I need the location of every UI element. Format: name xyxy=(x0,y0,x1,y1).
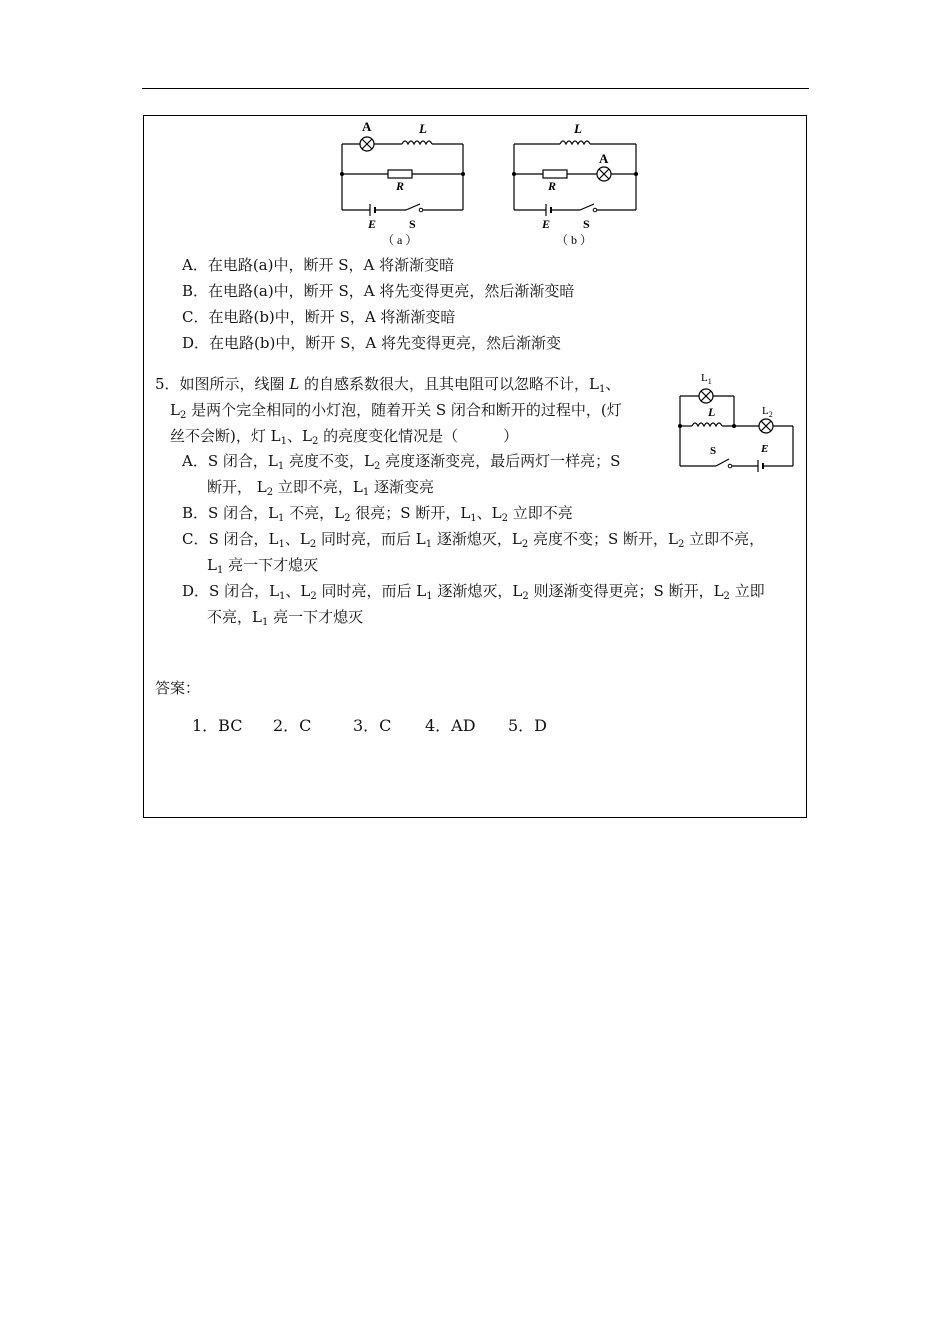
resistor-label: R xyxy=(548,179,557,193)
q5-option-c-line2: $L_1$ 亮一下才熄灭 xyxy=(207,556,319,576)
caption-a: （ a ） xyxy=(382,233,418,247)
q5-option-a-line1: A．S 闭合，$L_1$ 亮度不变，$L_2$ 亮度逐渐变亮，最后两灯一样亮；S xyxy=(182,452,621,472)
inductor-label: L xyxy=(574,121,582,136)
header-rule xyxy=(142,88,809,89)
q5-stem-line3: 丝不会断)，灯 $L_1$、$L_2$ 的亮度变化情况是（ ） xyxy=(170,427,519,447)
q5-option-d-line1: D．S 闭合，$L_1$、$L_2$ 同时亮，而后 $L_1$ 逐渐熄灭，$L_2$ 则逐渐变得更亮；S 断开，$L_2$ 立即 xyxy=(182,582,765,602)
svg-text:L1 xyxy=(701,372,712,386)
answer-1: 1．BC xyxy=(192,716,243,735)
svg-text:L2 xyxy=(762,405,773,419)
answer-5: 5．D xyxy=(508,716,548,735)
q5-inductor-label: L xyxy=(708,405,716,419)
q5-stem-line1: 5．如图所示，线圈 L 的自感系数很大，且其电阻可以忽略不计，$L_1$、 xyxy=(155,375,621,395)
lamp1-label: L xyxy=(701,372,708,384)
q5-switch-label: S xyxy=(710,445,717,457)
answer-2: 2．C xyxy=(273,716,312,735)
q5-option-c-line1: C．S 闭合，$L_1$、$L_2$ 同时亮，而后 $L_1$ 逐渐熄灭，$L_2$ 亮度不变；S 断开，$L_2$ 立即不亮， xyxy=(182,530,765,550)
switch-label: S xyxy=(583,217,590,231)
battery-label: E xyxy=(368,217,377,231)
q4-option-c: C．在电路(b)中，断开 S，A 将渐渐变暗 xyxy=(182,308,456,326)
switch-label: S xyxy=(409,217,416,231)
circuit-q5-diagram xyxy=(672,368,802,472)
lamp1-sub: 1 xyxy=(707,377,712,386)
circuit-a-diagram xyxy=(320,118,480,250)
q5-option-a-line2: 断开， $L_2$ 立即不亮，$L_1$ 逐渐变亮 xyxy=(207,478,434,498)
circuit-b-diagram xyxy=(498,118,658,250)
answer-4: 4．AD xyxy=(425,716,476,735)
resistor-label: R xyxy=(396,179,405,193)
lamp2-label: L xyxy=(762,405,769,417)
q5-option-d-line2: 不亮，$L_1$ 亮一下才熄灭 xyxy=(207,608,364,628)
lamp2-sub: 2 xyxy=(768,410,773,419)
q4-option-a: A．在电路(a)中，断开 S，A 将渐渐变暗 xyxy=(182,256,455,274)
battery-label: E xyxy=(542,217,551,231)
lamp-b-label: A xyxy=(599,151,609,166)
answer-3: 3．C xyxy=(353,716,392,735)
q5-option-b: B．S 闭合，$L_1$ 不亮，$L_2$ 很亮；S 断开，$L_1$、$L_2$ 立即不亮 xyxy=(182,504,573,524)
lamp-a-label: A xyxy=(362,119,372,134)
caption-b: （ b ） xyxy=(556,233,593,247)
q4-option-b: B．在电路(a)中，断开 S，A 将先变得更亮，然后渐渐变暗 xyxy=(182,282,575,300)
inductor-label: L xyxy=(419,121,427,136)
q5-stem-line2: $L_2$ 是两个完全相同的小灯泡，随着开关 S 闭合和断开的过程中，(灯 xyxy=(170,401,622,421)
q4-option-d: D．在电路(b)中，断开 S，A 将先变得更亮，然后渐渐变 xyxy=(182,334,561,352)
answers-label: 答案： xyxy=(155,679,201,697)
q5-battery-label: E xyxy=(761,443,769,455)
